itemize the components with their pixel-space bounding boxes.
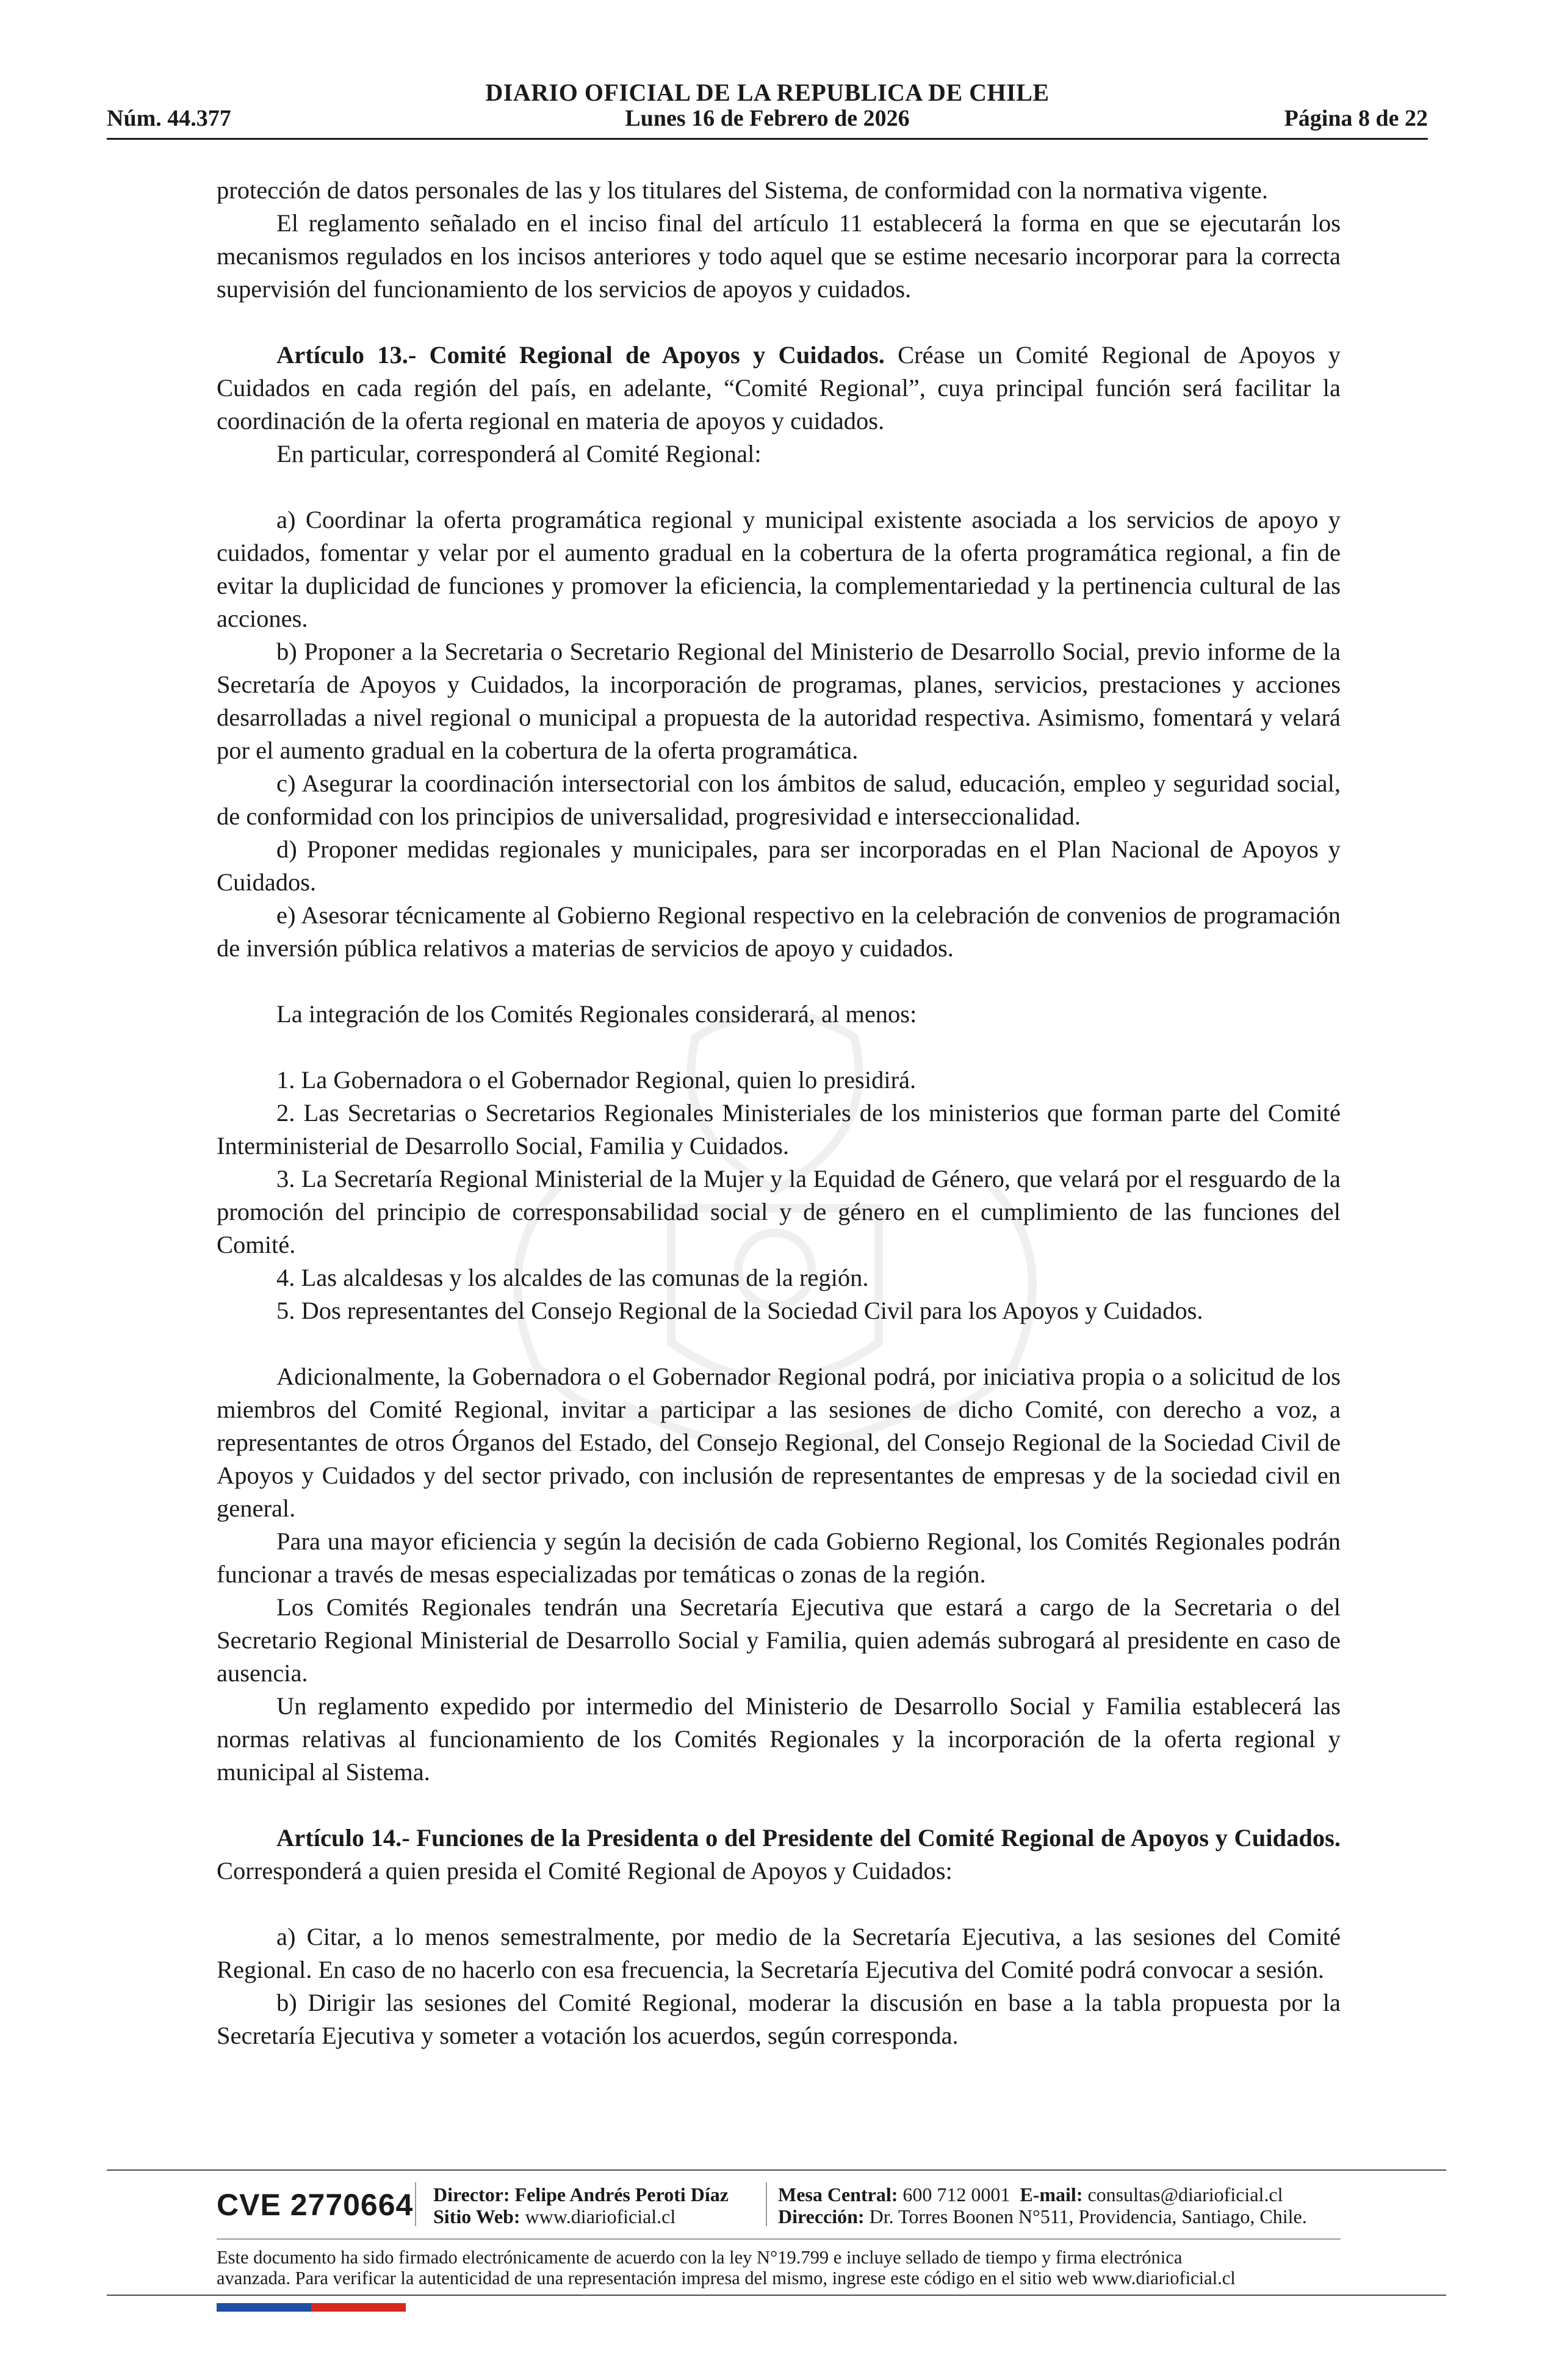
page-header [107,73,1428,146]
article-13 [217,339,1341,438]
list-item-e: e) Asesorar técnicamente al Gobierno Regional respectivo en la celebración de convenios de programación de inversión pública relativos a materias de servicios de apoyo y cuidados. [217,901,1341,962]
list-item-c: c) Asegurar la coordinación intersectorial con los ámbitos de salud, educación, empleo y seguridad social, de conformidad con los principios de universalidad, progresividad e interseccionalidad. [217,770,1341,830]
director-label: Director: [433,2183,510,2205]
flag-red-segment [311,2303,406,2312]
address-value: Dr. Torres Boonen N°511, Providencia, Santiago, Chile. [869,2205,1307,2227]
article-13-heading: Artículo 13.- Comité Regional de Apoyos y Cuidados. [276,341,885,369]
paragraph-eficiencia: Para una mayor eficiencia y según la decisión de cada Gobierno Regional, los Comités Regionales podrán funcionar a través de mesas especializadas por temáticas o zonas de la región. [217,1527,1341,1588]
list-item-a: a) Coordinar la oferta programática regional y municipal existente asociada a los servicios de apoyo y cuidados, fomentar y velar por el aumento gradual en la cobertura de la oferta programática regional, a fin de evitar la duplicidad de funciones y promover la eficiencia, la complementariedad y la pertinencia cultural de las acciones. [217,506,1341,632]
article-14-item-b: b) Dirigir las sesiones del Comité Regional, moderar la discusión en base a la tabla propuesta por la Secretaría Ejecutiva y someter a votación los acuerdos, según corresponda. [217,1989,1341,2049]
footer-divider-bottom [107,2295,1446,2296]
footer-divider-top [107,2169,1446,2171]
numbered-item-3: 3. La Secretaría Regional Ministerial de la Mujer y la Equidad de Género, que velará por el resguardo de la promoción del principio de corresponsabilidad social y de género en el cumplimiento de las funciones del Comité. [217,1165,1341,1258]
address-label: Dirección: [778,2205,865,2227]
flag-blue-segment [217,2303,311,2312]
footer-divider-middle [217,2238,1341,2240]
paragraph-continuation: protección de datos personales de las y los titulares del Sistema, de conformidad con la normativa vigente. [217,176,1268,204]
numbered-item-2: 2. Las Secretarias o Secretarios Regionales Ministeriales de los ministerios que forman parte del Comité Interministerial de Desarrollo Social, Familia y Cuidados. [217,1099,1341,1159]
header-divider [107,138,1428,140]
article-14-text: Corresponderá a quien presida el Comité Regional de Apoyos y Cuidados: [217,1857,953,1884]
numbered-item-4: 4. Las alcaldesas y los alcaldes de las comunas de la región. [276,1264,869,1291]
article-14-heading: Artículo 14.- Funciones de la Presidenta o del Presidente del Comité Regional de Apoyos y Cuidados. [276,1824,1341,1852]
signature-notice-line-1: Este documento ha sido firmado electrónicamente de acuerdo con la ley N°19.799 e incluye sellado de tiempo y firma electrónica [217,2247,1183,2268]
paragraph-reglamento: El reglamento señalado en el inciso final del artículo 11 establecerá la forma en que se ejecutarán los mecanismos regulados en los incisos anteriores y todo aquel que se estime necesario incorporar para la correcta supervisión del funcionamiento de los servicios de apoyos y cuidados. [217,209,1341,303]
paragraph-adicionalmente: Adicionalmente, la Gobernadora o el Gobernador Regional podrá, por iniciativa propia o a solicitud de los miembros del Comité Regional, invitar a participar a las sesiones de dicho Comité, con derecho a voz, a representantes de otros Órganos del Estado, del Consejo Regional, del Consejo Regional de la Sociedad Civil de Apoyos y Cuidados y del sector privado, con inclusión de representantes de empresas y de la sociedad civil en general. [217,1363,1341,1522]
mesa-phone: 600 712 0001 [902,2183,1010,2205]
signature-notice [217,2247,1341,2288]
email-link[interactable]: consultas@diarioficial.cl [1087,2183,1283,2205]
web-label: Sitio Web: [433,2205,520,2227]
email-label: E-mail: [1020,2183,1083,2205]
page-number: Página 8 de 22 [1284,106,1428,131]
paragraph-secretaria: Los Comités Regionales tendrán una Secretaría Ejecutiva que estará a cargo de la Secretaria o del Secretario Regional Ministerial de Desarrollo Social y Familia, quien además subrogará al presidente en caso de ausencia. [217,1593,1341,1687]
article-13-intro: En particular, corresponderá al Comité Regional: [276,440,762,467]
newspaper-title: DIARIO OFICIAL DE LA REPUBLICA DE CHILE [485,79,1050,106]
article-14-item-a: a) Citar, a lo menos semestralmente, por medio de la Secretaría Ejecutiva, a las sesiones del Comité Regional. En caso de no hacerlo con esa frecuencia, la Secretaría Ejecutiva del Comité podrá convocar a sesión. [217,1923,1341,1983]
web-link[interactable]: www.diarioficial.cl [525,2205,676,2227]
article-14 [217,1822,1341,1888]
list-item-b: b) Proponer a la Secretaria o Secretario Regional del Ministerio de Desarrollo Social, previo informe de la Secretaría de Apoyos y Cuidados, la incorporación de programas, planes, servicios, prestaciones y acciones desarrolladas a nivel regional o municipal a propuesta de la autoridad respectiva. Asimismo, fomentará y velará por el aumento gradual en la cobertura de la oferta programática. [217,638,1341,764]
signature-notice-line-2: avanzada. Para verificar la autenticidad de una representación impresa del mismo, ingrese este código en el sitio web www.diarioficial.cl [217,2268,1236,2288]
document-body [217,174,1341,2052]
director-name: Felipe Andrés Peroti Díaz [514,2183,729,2205]
footer-separator [766,2182,767,2226]
list-item-d: d) Proponer medidas regionales y municipales, para ser incorporadas en el Plan Nacional de Apoyos y Cuidados. [217,835,1341,896]
integration-intro: La integración de los Comités Regionales considerará, al menos: [276,1000,917,1028]
mesa-label: Mesa Central: [778,2183,898,2205]
issue-number: Núm. 44.377 [107,106,231,131]
footer-contact-block [778,2183,1307,2227]
page-footer [217,2177,1341,2232]
cve-code: CVE 2770664 [217,2188,414,2222]
footer-director-block [433,2183,729,2227]
footer-separator [415,2182,416,2226]
article-13-text: Créase un Comité Regional de Apoyos y Cuidados en cada región del país, en adelante, “Comité Regional”, cuya principal función será facilitar la coordinación de la oferta regional en materia de apoyos y cuidados. [217,341,1341,435]
issue-date: Lunes 16 de Febrero de 2026 [625,106,910,131]
paragraph-reglamento-final: Un reglamento expedido por intermedio del Ministerio de Desarrollo Social y Familia establecerá las normas relativas al funcionamiento de los Comités Regionales y la incorporación de la oferta regional y municipal al Sistema. [217,1692,1341,1786]
numbered-item-1: 1. La Gobernadora o el Gobernador Regional, quien lo presidirá. [276,1066,917,1094]
flag-color-bar [217,2303,406,2312]
numbered-item-5: 5. Dos representantes del Consejo Regional de la Sociedad Civil para los Apoyos y Cuidados. [276,1297,1203,1324]
